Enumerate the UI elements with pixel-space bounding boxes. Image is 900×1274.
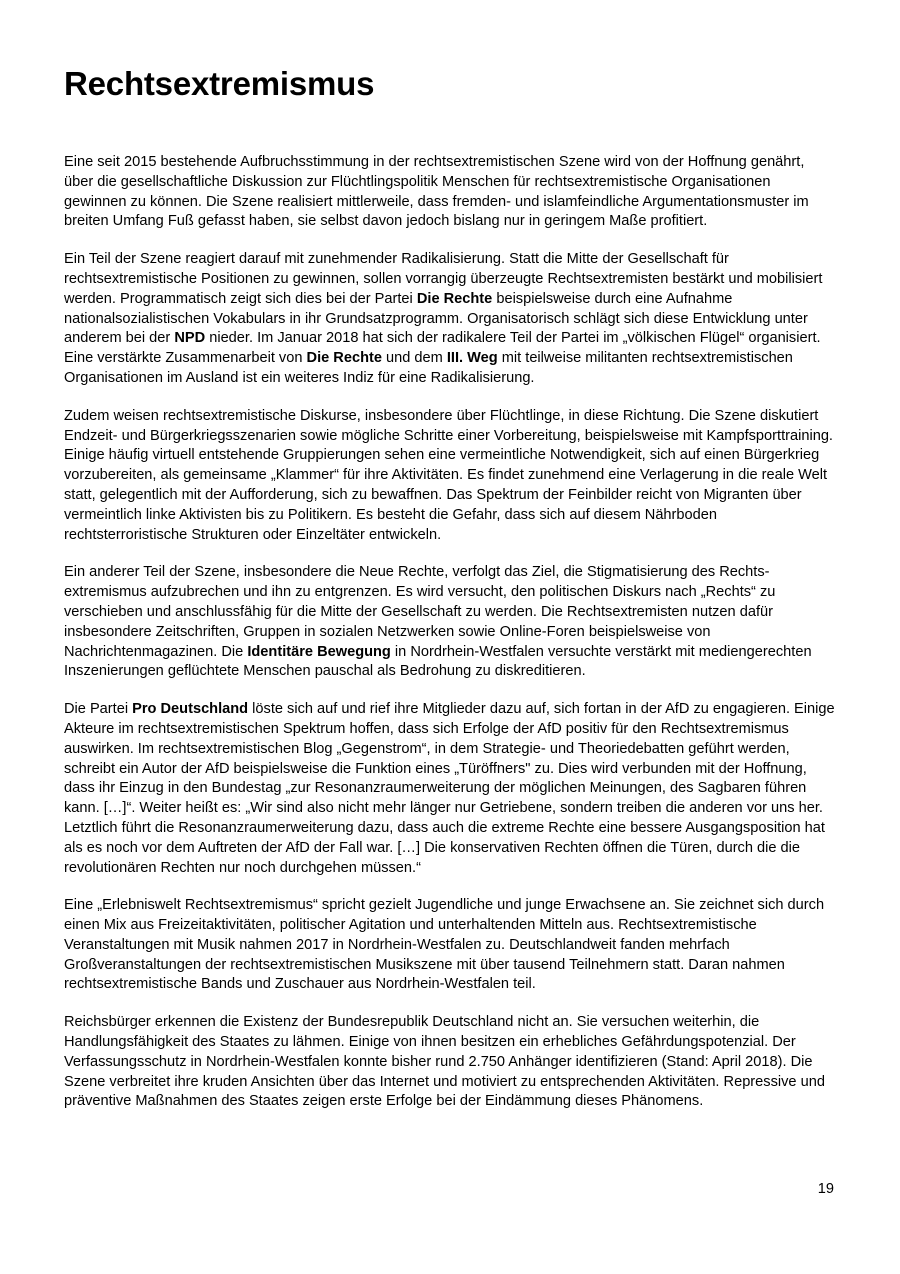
- paragraph-text: und dem: [381, 350, 447, 367]
- party-name-die-rechte: Die Rechte: [306, 350, 382, 367]
- party-name-pro-deutschland: Pro Deutschland: [132, 701, 249, 718]
- page-title: Rechtsextremismus: [64, 65, 375, 102]
- paragraph-text: Ein anderer Teil der Szene, insbesondere die Neue Rechte, verfolgt das Ziel, die Stigmatisierung des Rechts-extremismus aufzubrechen und ihn zu entgrenzen. Es wird versucht, den politischen Diskurs nach „Rechts“ zu verschieben und anschlussfähig für die Mitte der Gesellschaft zu werden. Die Rechtsextremisten nutzen dafür insbesondere Zeitschriften, Gruppen in sozialen Netzwerken sowie Online-Foren beispielsweise von Nachrichtenmagazinen. Die: [64, 564, 776, 660]
- paragraph-6: [64, 896, 836, 995]
- party-name-iii-weg: III. Weg: [446, 350, 498, 367]
- paragraph-text: Eine seit 2015 bestehende Aufbruchsstimmung in der rechtsextremistischen Szene wird von der Hoffnung genährt, über die gesellschaftliche Diskussion zur Flüchtlingspolitik Menschen für rechtsextremistische Organisationen gewinnen zu können. Die Szene realisiert mittlerweile, dass fremden- und islamfeindliche Argumentationsmuster im breiten Umfang Fuß gefasst haben, sie selbst davon jedoch bislang nur in geringem Maße profitiert.: [64, 154, 809, 230]
- paragraph-text: Eine „Erlebniswelt Rechtsextremismus“ spricht gezielt Jugendliche und junge Erwachsene an. Sie zeichnet sich durch einen Mix aus Freizeitaktivitäten, politischer Agitation und unterhaltenden Mitteln aus. Rechtsextremistische Veranstaltungen mit Musik nahmen 2017 in Nordrhein-Westfalen zu. Deutschlandweit fanden mehrfach Großveranstaltungen der rechtsextremistischen Musikszene mit über tausend Teilnehmern statt. Daran nahmen rechtsextremistische Bands und Zuschauer aus Nordrhein-Westfalen teil.: [64, 897, 825, 993]
- group-name-identitaere-bewegung: Identitäre Bewegung: [247, 643, 391, 660]
- paragraph-text: löste sich auf und rief ihre Mitglieder dazu auf, sich fortan in der AfD zu engagieren. Einige Akteure im rechtsextremistischen Spektrum hoffen, dass sich Erfolge der AfD positiv für den Rechtsextremismus auswirken. Im rechtsextremistischen Blog „Gegenstrom“, in dem Strategie- und Theoriedebatten geführt werden, schreibt ein Autor der AfD beispielsweise die Funktion eines „Türöffners" zu. Dies wird verbunden mit der Hoffnung, dass ihr Einzug in den Bundestag „zur Resonanzraumerweiterung der möglichen Meinungen, des Sagbaren führen kann. […]“. Weiter heißt es: „Wir sind also nicht mehr länger nur Getriebene, sondern treiben die anderen vor uns her. Letztlich führt die Resonanzraumerweiterung dazu, dass auch die extreme Rechte eine bessere Ausgangsposition hat als es noch vor dem Auftreten der AfD der Fall war. […] Die konservativen Rechten öffnen die Türen, durch die die revolutionären Rechten nur noch durchgehen müssen.“: [64, 701, 835, 876]
- paragraph-text: nieder. Im Januar 2018 hat sich der radikalere Teil der Partei im „völkischen Flügel“ organisiert. Eine verstärkte Zusammenarbeit von: [64, 330, 821, 367]
- party-name-npd: NPD: [174, 330, 206, 347]
- paragraph-7: [64, 1013, 836, 1112]
- page-number: 19: [817, 1181, 834, 1197]
- paragraph-text: beispielsweise durch eine Aufnahme nationalsozialistischen Vokabulars in ihr Grundsatzprogramm. Organisatorisch schlägt sich diese Entwicklung unter anderem bei der: [64, 290, 808, 347]
- paragraph-1: [64, 153, 836, 232]
- party-name-die-rechte: Die Rechte: [416, 290, 493, 307]
- paragraph-text: Die Partei: [64, 701, 133, 718]
- paragraph-text: mit teilweise militanten rechtsextremistischen Organisationen im Ausland ist ein weiteres Indiz für eine Radikalisierung.: [64, 350, 793, 386]
- paragraph-text: Zudem weisen rechtsextremistische Diskurse, insbesondere über Flüchtlinge, in diese Richtung. Die Szene diskutiert Endzeit- und Bürgerkriegsszenarien sowie mögliche Schritte einer Vorbereitung, beispielsweise mit Kampfsporttraining. Einige häufig virtuell entstehende Gruppierungen sehen eine vermeintliche Notwendigkeit, sich auf einen Bürgerkrieg vorzubereiten, als gemeinsame „Klammer“ für ihre Aktivitäten. Es findet zunehmend eine Verlagerung in die reale Welt statt, gelegentlich mit der Aufforderung, sich zu bewaffnen. Das Spektrum der Feinbilder reicht von Migranten über vermeintlich linke Aktivisten bis zu Politikern. Es besteht die Gefahr, dass sich auf diesem Nährboden rechtsterroristische Strukturen oder Einzeltäter entwickeln.: [64, 407, 833, 543]
- paragraph-4: [64, 563, 836, 682]
- paragraph-text: Reichsbürger erkennen die Existenz der Bundesrepublik Deutschland nicht an. Sie versuchen weiterhin, die Handlungsfähigkeit des Staates zu lähmen. Einige von ihnen besitzen ein erhebliches Gefährdungspotenzial. Der Verfassungsschutz in Nordrhein-Westfalen konnte bisher rund 2.750 Anhänger identifizieren (Stand: April 2018). Die Szene verbreitet ihre kruden Ansichten über das Internet und motiviert zu entsprechenden Aktivitäten. Repressive und präventive Maßnahmen des Staates zeigen erste Erfolge bei der Eindämmung dieses Phänomens.: [64, 1014, 825, 1110]
- body-text: [64, 153, 836, 1130]
- paragraph-text: in Nordrhein-Westfalen versuchte verstärkt mit mediengerechten Inszenierungen geflüchtete Menschen pauschal als Bedrohung zu diskreditieren.: [64, 643, 812, 680]
- paragraph-text: Ein Teil der Szene reagiert darauf mit zunehmender Radikalisierung. Statt die Mitte der Gesellschaft für rechtsextremistische Positionen zu gewinnen, sollen vorrangig überzeugte Rechtsextremisten bestärkt und mobilisiert werden. Programmatisch zeigt sich dies bei der Partei: [64, 251, 823, 307]
- paragraph-2: [64, 250, 836, 389]
- paragraph-5: [64, 700, 836, 878]
- paragraph-3: [64, 407, 836, 546]
